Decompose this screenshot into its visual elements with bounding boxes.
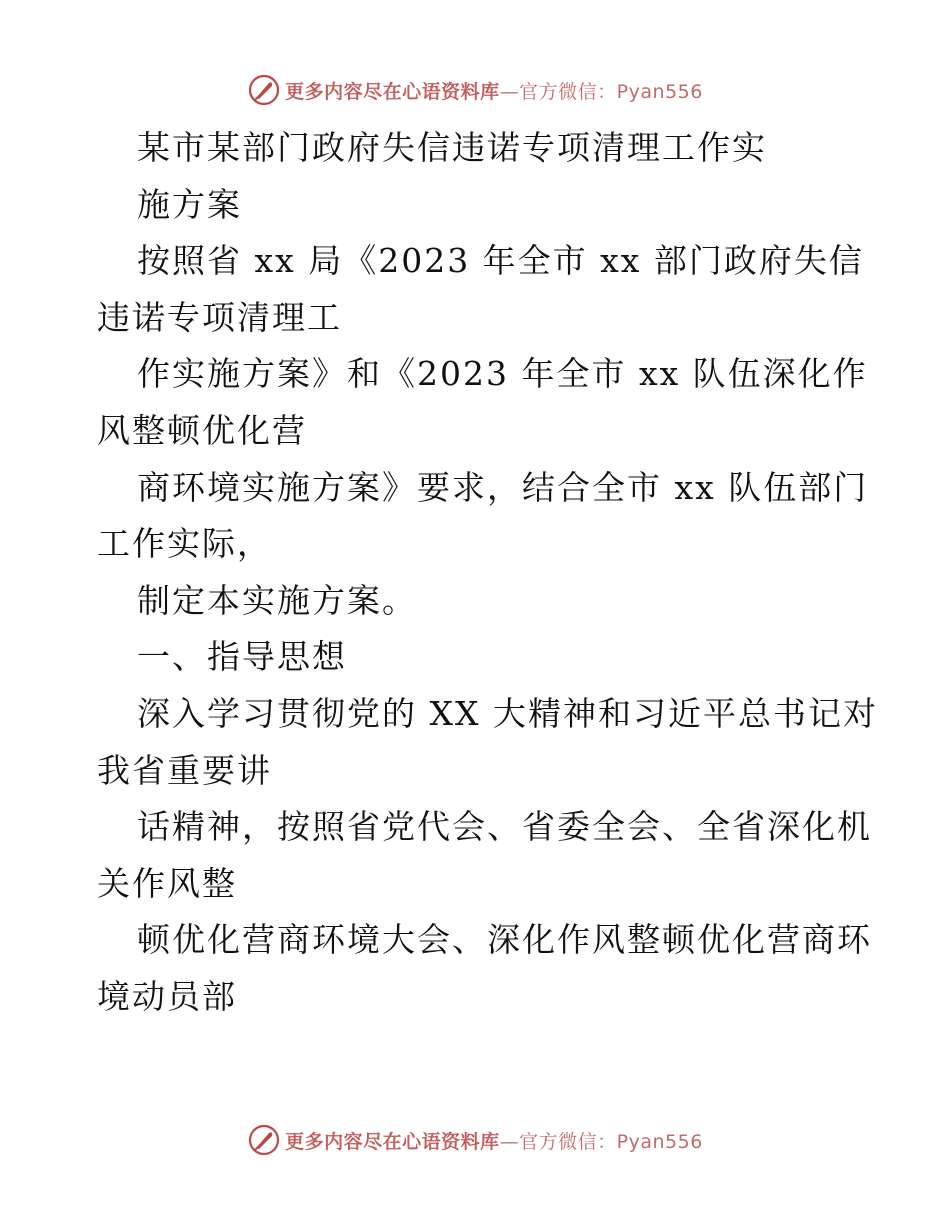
paragraph-line: 话精神，按照省党代会、省委全会、全省深化机 <box>137 807 872 847</box>
watermark-separator: — <box>499 1130 520 1153</box>
watermark-brand: 更多内容尽在心语资料库 <box>285 1130 500 1153</box>
paragraph-line: 我省重要讲 <box>97 750 272 790</box>
footer-watermark <box>0 1120 950 1160</box>
watermark-brand: 更多内容尽在心语资料库 <box>285 80 500 103</box>
title-line-1: 某市某部门政府失信违诺专项清理工作实 <box>137 128 767 167</box>
header-watermark <box>0 70 950 110</box>
watermark-contact: 官方微信：Pyan556 <box>519 1130 703 1153</box>
paragraph-line: 工作实际， <box>97 524 272 564</box>
paragraph-line: 制定本实施方案。 <box>137 580 417 620</box>
paragraph-line: 风整顿优化营 <box>97 410 307 450</box>
watermark-text <box>285 77 703 104</box>
paragraph-line: 作实施方案》和《2023 年全市 xx 队伍深化作 <box>137 354 868 394</box>
section-heading: 一、指导思想 <box>137 637 347 677</box>
paragraph-line: 违诺专项清理工 <box>97 297 342 337</box>
title-line-2: 施方案 <box>137 184 242 224</box>
quill-pen-logo-icon <box>247 73 281 107</box>
paragraph-line: 顿优化营商环境大会、深化作风整顿优化营商环 <box>137 920 872 960</box>
watermark-text <box>285 1127 703 1154</box>
quill-pen-logo-icon <box>247 1123 281 1157</box>
paragraph-line: 关作风整 <box>97 863 237 903</box>
paragraph-line: 境动员部 <box>97 976 237 1016</box>
watermark-contact: 官方微信：Pyan556 <box>519 80 703 103</box>
document-body <box>97 120 877 1026</box>
paragraph-line: 商环境实施方案》要求，结合全市 xx 队伍部门 <box>137 467 869 507</box>
watermark-separator: — <box>499 80 520 103</box>
paragraph-line: 深入学习贯彻党的 XX 大精神和习近平总书记对 <box>137 693 878 733</box>
paragraph-line: 按照省 xx 局《2023 年全市 xx 部门政府失信 <box>137 241 864 281</box>
